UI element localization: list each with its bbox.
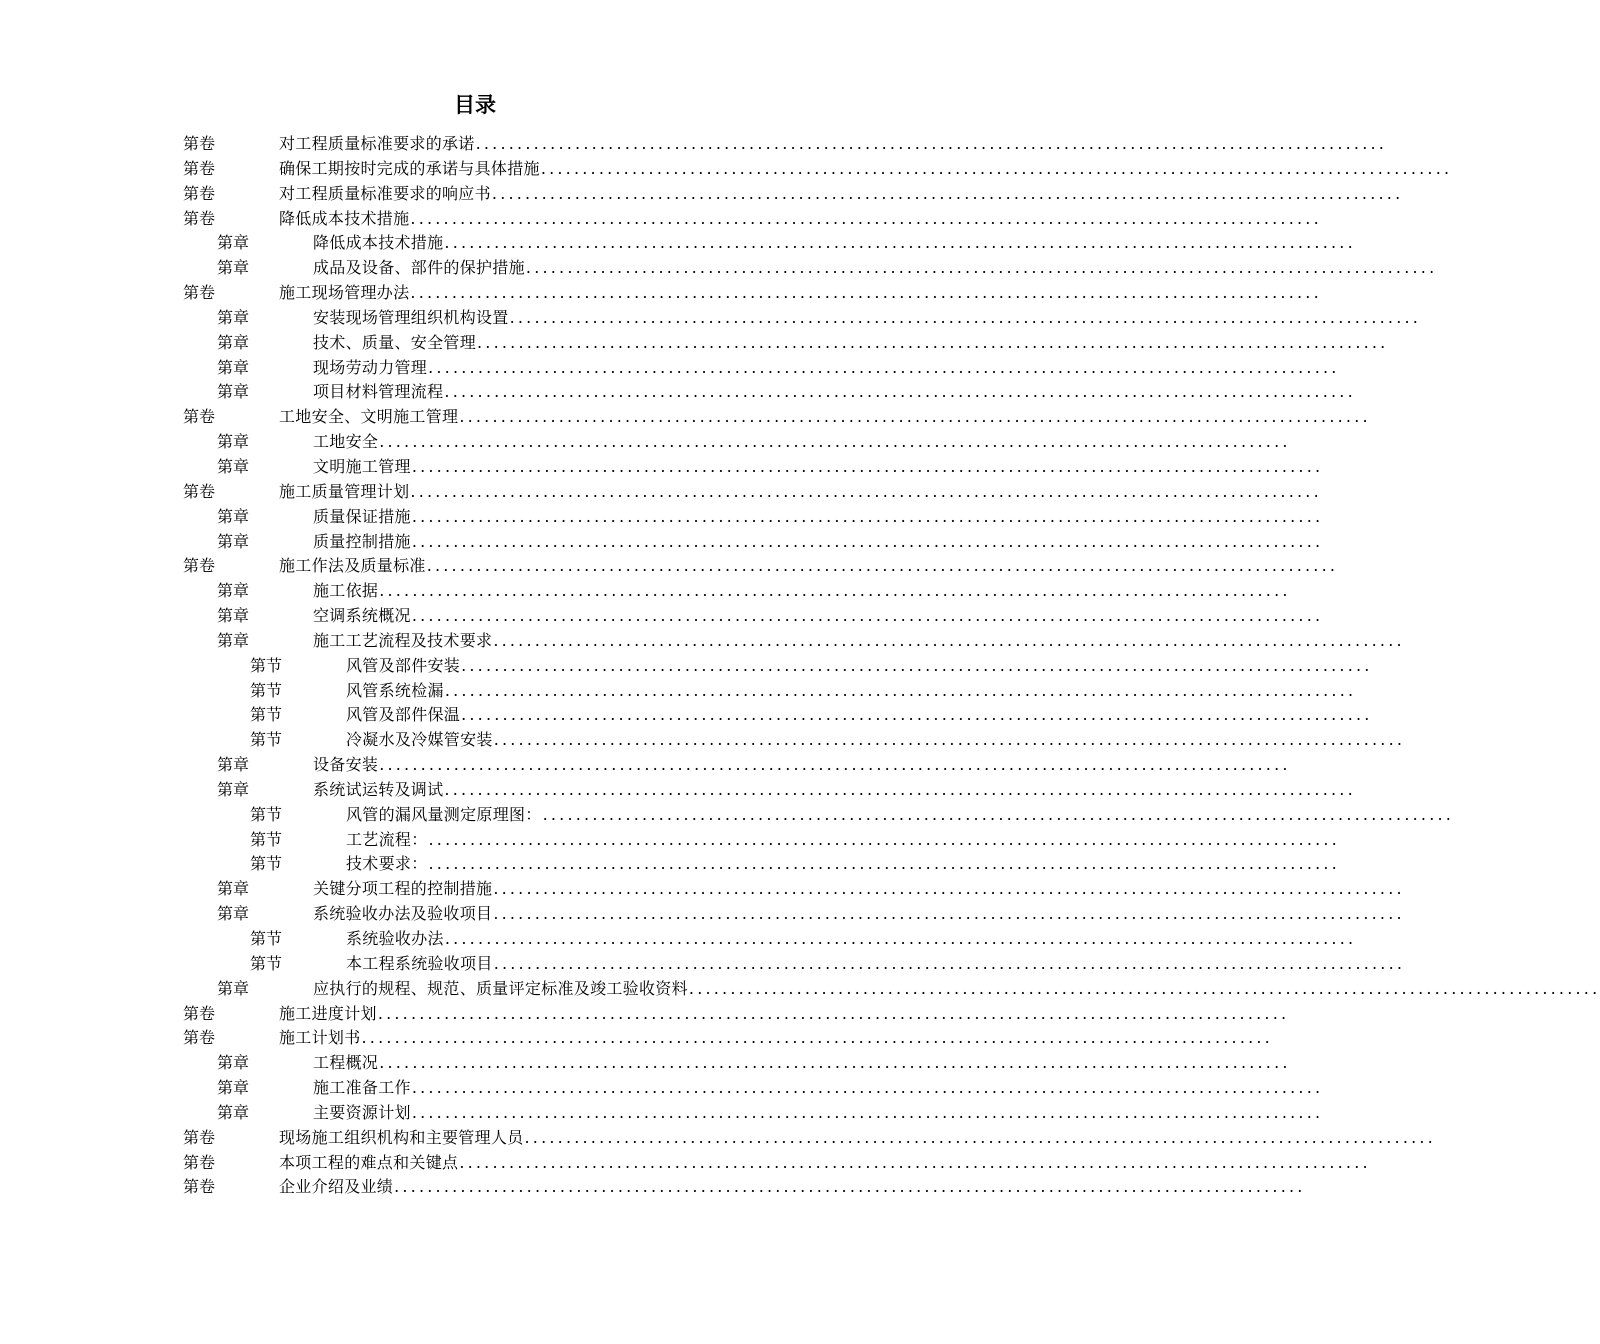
toc-entry-line xyxy=(313,1076,1324,1101)
toc-entry-title: 风管及部件保温 xyxy=(346,705,461,725)
toc-entry-ch[interactable] xyxy=(0,902,1405,927)
dot-leader: .............................................................................................................. xyxy=(688,978,1600,998)
toc-entry-label: 第节 xyxy=(250,730,283,750)
toc-entry-line xyxy=(313,902,1405,927)
toc-entry-label: 第卷 xyxy=(183,1003,216,1023)
toc-entry-line xyxy=(346,728,1406,753)
toc-entry-title: 对工程质量标准要求的承诺 xyxy=(279,134,475,153)
toc-entry-ch[interactable] xyxy=(0,1076,1324,1101)
toc-entry-title: 风管系统检漏 xyxy=(346,680,444,700)
toc-entry-line xyxy=(313,455,1324,480)
toc-entry-line xyxy=(346,703,1373,728)
toc-entry-label: 第章 xyxy=(217,357,250,377)
toc-entry-label: 第卷 xyxy=(183,1177,216,1197)
toc-entry-title: 工地安全、文明施工管理 xyxy=(279,407,459,427)
toc-entry-title: 质量控制措施 xyxy=(313,531,411,551)
toc-entry-title: 系统验收办法及验收项目 xyxy=(313,904,493,924)
dot-leader: .............................................................................................................. xyxy=(379,432,1291,452)
toc-entry-sec[interactable] xyxy=(0,952,1406,977)
toc-entry-line xyxy=(313,604,1324,629)
toc-entry-label: 第章 xyxy=(217,755,250,775)
dot-leader: .............................................................................................................. xyxy=(410,283,1322,303)
dot-leader: .............................................................................................................. xyxy=(491,183,1404,203)
toc-entry-title: 企业介绍及业绩 xyxy=(279,1177,394,1197)
toc-entry-line xyxy=(346,679,1357,704)
toc-entry-label: 第章 xyxy=(217,978,250,998)
toc-entry-line xyxy=(313,356,1340,381)
toc-entry-title: 技术要求： xyxy=(346,854,428,874)
dot-leader: .............................................................................................................. xyxy=(493,630,1405,650)
dot-leader: .............................................................................................................. xyxy=(444,382,1356,402)
dot-leader: .............................................................................................................. xyxy=(444,233,1356,253)
dot-leader: .............................................................................................................. xyxy=(459,1152,1371,1172)
toc-entry-label: 第卷 xyxy=(183,134,216,153)
dot-leader: .............................................................................................................. xyxy=(410,481,1322,501)
toc-entry-vol[interactable] xyxy=(0,1002,1290,1027)
toc-entry-ch[interactable] xyxy=(0,877,1405,902)
toc-entry-title: 施工作法及质量标准 xyxy=(279,556,426,576)
toc-entry-label: 第节 xyxy=(250,705,283,725)
dot-leader: .............................................................................................................. xyxy=(540,158,1453,178)
toc-entry-title: 质量保证措施 xyxy=(313,506,411,526)
toc-entry-label: 第卷 xyxy=(183,1028,216,1048)
toc-entry-line xyxy=(279,480,1322,505)
toc-entry-label: 第卷 xyxy=(183,556,216,576)
toc-entry-label: 第卷 xyxy=(183,481,216,501)
toc-entry-ch[interactable] xyxy=(0,306,1422,331)
dot-leader: .............................................................................................................. xyxy=(493,953,1406,973)
toc-entry-label: 第章 xyxy=(217,1078,250,1098)
dot-leader: .............................................................................................................. xyxy=(444,680,1357,700)
dot-leader: .............................................................................................................. xyxy=(379,1053,1291,1073)
toc-entry-sec[interactable] xyxy=(0,803,1455,828)
toc-entry-label: 第章 xyxy=(217,332,250,352)
toc-entry-label: 第章 xyxy=(217,432,250,452)
toc-entry-title: 施工进度计划 xyxy=(279,1003,377,1023)
toc-entry-sec[interactable] xyxy=(0,828,1340,853)
toc-entry-line xyxy=(313,877,1405,902)
toc-entry-label: 第节 xyxy=(250,929,283,948)
toc-entry-title: 现场劳动力管理 xyxy=(313,357,428,377)
toc-entry-title: 本工程系统验收项目 xyxy=(346,953,493,973)
toc-entry-title: 降低成本技术措施 xyxy=(313,233,444,253)
toc-entry-ch[interactable] xyxy=(0,579,1291,604)
toc-entry-line xyxy=(346,828,1340,853)
toc-entry-title: 施工工艺流程及技术要求 xyxy=(313,630,493,650)
toc-entry-label: 第章 xyxy=(217,879,250,899)
toc-entry-label: 第节 xyxy=(250,680,283,700)
toc-entry-vol[interactable] xyxy=(0,554,1339,579)
toc-entry-line xyxy=(279,405,1371,430)
dot-leader: .............................................................................................................. xyxy=(379,755,1291,775)
toc-entry-title: 施工现场管理办法 xyxy=(279,283,410,303)
toc-entry-ch[interactable] xyxy=(0,356,1340,381)
toc-entry-title: 工地安全 xyxy=(313,432,379,452)
toc-entry-line xyxy=(279,1002,1290,1027)
toc-entry-vol[interactable] xyxy=(0,132,1388,157)
toc-entry-vol[interactable] xyxy=(0,157,1453,182)
toc-entry-label: 第章 xyxy=(217,904,250,924)
dot-leader: .............................................................................................................. xyxy=(524,1127,1436,1147)
toc-entry-title: 对工程质量标准要求的响应书 xyxy=(279,183,491,203)
toc-entry-ch[interactable] xyxy=(0,629,1405,654)
toc-entry-ch[interactable] xyxy=(0,1051,1291,1076)
toc-entry-sec[interactable] xyxy=(0,679,1357,704)
toc-entry-label: 第章 xyxy=(217,307,250,327)
toc-entry-title: 系统试运转及调试 xyxy=(313,779,444,799)
toc-entry-label: 第章 xyxy=(217,779,250,799)
toc-entry-vol[interactable] xyxy=(0,480,1322,505)
toc-entry-title: 系统验收办法 xyxy=(346,929,444,948)
toc-entry-vol[interactable] xyxy=(0,281,1322,306)
toc-entry-sec[interactable] xyxy=(0,703,1373,728)
toc-entry-label: 第章 xyxy=(217,258,250,278)
toc-entry-line xyxy=(346,654,1373,679)
toc-entry-title: 工艺流程： xyxy=(346,829,428,849)
toc-entry-label: 第卷 xyxy=(183,1127,216,1147)
toc-entry-label: 第章 xyxy=(217,506,250,526)
toc-entry-line xyxy=(313,530,1324,555)
dot-leader: .............................................................................................................. xyxy=(542,804,1455,824)
page-title: 目录 xyxy=(454,93,496,117)
toc-entry-label: 第节 xyxy=(250,829,283,849)
toc-entry-label: 第章 xyxy=(217,606,250,626)
toc-entry-ch[interactable] xyxy=(0,331,1389,356)
toc-entry-label: 第章 xyxy=(217,382,250,402)
toc-entry-line xyxy=(346,927,1357,952)
toc-entry-title: 设备安装 xyxy=(313,755,379,775)
toc-entry-line xyxy=(279,1026,1273,1051)
toc-entry-title: 施工计划书 xyxy=(279,1028,361,1048)
dot-leader: .............................................................................................................. xyxy=(493,904,1405,924)
toc-entry-title: 冷凝水及冷媒管安装 xyxy=(346,730,493,750)
toc-entry-sec[interactable] xyxy=(0,728,1406,753)
dot-leader: .............................................................................................................. xyxy=(411,506,1324,526)
dot-leader: .............................................................................................................. xyxy=(426,556,1339,576)
toc-entry-label: 第卷 xyxy=(183,208,216,228)
toc-entry-title: 确保工期按时完成的承诺与具体措施 xyxy=(279,158,540,178)
toc-entry-ch[interactable] xyxy=(0,753,1291,778)
toc-entry-line xyxy=(313,505,1324,530)
toc-entry-line xyxy=(279,182,1404,207)
toc-entry-ch[interactable] xyxy=(0,505,1324,530)
toc-entry-title: 项目材料管理流程 xyxy=(313,382,444,402)
dot-leader: .............................................................................................................. xyxy=(444,929,1357,948)
toc-entry-ch[interactable] xyxy=(0,1101,1324,1126)
dot-leader: .............................................................................................................. xyxy=(428,854,1340,874)
toc-entry-line xyxy=(313,331,1389,356)
toc-entry-ch[interactable] xyxy=(0,380,1356,405)
toc-entry-vol[interactable] xyxy=(0,1126,1436,1151)
toc-entry-ch[interactable] xyxy=(0,977,1600,1002)
dot-leader: .............................................................................................................. xyxy=(428,829,1340,849)
toc-entry-line xyxy=(346,803,1455,828)
toc-entry-title: 现场施工组织机构和主要管理人员 xyxy=(279,1127,524,1147)
toc-entry-ch[interactable] xyxy=(0,256,1438,281)
toc-entry-title: 空调系统概况 xyxy=(313,606,411,626)
toc-entry-title: 风管及部件安装 xyxy=(346,655,461,675)
toc-entry-line xyxy=(279,157,1453,182)
toc-entry-vol[interactable] xyxy=(0,207,1322,232)
toc-entry-line xyxy=(313,380,1356,405)
toc-entry-line xyxy=(313,1101,1324,1126)
toc-entry-title: 风管的漏风量测定原理图： xyxy=(346,804,542,824)
toc-entry-label: 第章 xyxy=(217,531,250,551)
dot-leader: .............................................................................................................. xyxy=(411,531,1324,551)
toc-entry-label: 第章 xyxy=(217,1053,250,1073)
toc-entry-sec[interactable] xyxy=(0,927,1357,952)
toc-entry-line xyxy=(313,778,1356,803)
toc-entry-label: 第章 xyxy=(217,456,250,476)
toc-entry-ch[interactable] xyxy=(0,530,1324,555)
toc-entry-line xyxy=(313,231,1356,256)
toc-entry-line xyxy=(346,852,1340,877)
toc-entry-title: 施工质量管理计划 xyxy=(279,481,410,501)
toc-entry-label: 第卷 xyxy=(183,283,216,303)
toc-entry-vol[interactable] xyxy=(0,1175,1306,1200)
toc-entry-title: 降低成本技术措施 xyxy=(279,208,410,228)
toc-entry-label: 第节 xyxy=(250,804,283,824)
dot-leader: .............................................................................................................. xyxy=(477,332,1389,352)
toc-entry-label: 第卷 xyxy=(183,407,216,427)
dot-leader: .............................................................................................................. xyxy=(394,1177,1306,1197)
toc-entry-line xyxy=(279,554,1339,579)
dot-leader: .............................................................................................................. xyxy=(411,606,1324,626)
dot-leader: .............................................................................................................. xyxy=(525,258,1438,278)
toc-entry-line xyxy=(279,1175,1306,1200)
toc-entry-line xyxy=(313,1051,1291,1076)
dot-leader: .............................................................................................................. xyxy=(509,307,1422,327)
toc-entry-title: 文明施工管理 xyxy=(313,456,411,476)
toc-entry-line xyxy=(346,952,1406,977)
dot-leader: .............................................................................................................. xyxy=(411,456,1324,476)
dot-leader: .............................................................................................................. xyxy=(493,879,1405,899)
toc-entry-line xyxy=(313,256,1438,281)
toc-entry-line xyxy=(313,977,1600,1002)
toc-entry-line xyxy=(279,1151,1371,1176)
toc-entry-vol[interactable] xyxy=(0,182,1404,207)
dot-leader: .............................................................................................................. xyxy=(475,134,1388,153)
toc-entry-title: 技术、质量、安全管理 xyxy=(313,332,477,352)
toc-entry-title: 关键分项工程的控制措施 xyxy=(313,879,493,899)
toc-entry-title: 工程概况 xyxy=(313,1053,379,1073)
toc-entry-title: 本项工程的难点和关键点 xyxy=(279,1152,459,1172)
toc-entry-line xyxy=(313,306,1422,331)
toc-entry-line xyxy=(279,207,1322,232)
toc-entry-ch[interactable] xyxy=(0,455,1324,480)
toc-entry-label: 第章 xyxy=(217,1102,250,1122)
toc-entry-label: 第卷 xyxy=(183,1152,216,1172)
toc-entry-title: 主要资源计划 xyxy=(313,1102,411,1122)
toc-entry-label: 第节 xyxy=(250,854,283,874)
toc-entry-title: 施工准备工作 xyxy=(313,1078,411,1098)
toc-entry-label: 第卷 xyxy=(183,158,216,178)
toc-entry-vol[interactable] xyxy=(0,1026,1273,1051)
dot-leader: .............................................................................................................. xyxy=(411,1102,1324,1122)
toc-entry-line xyxy=(279,281,1322,306)
toc-entry-ch[interactable] xyxy=(0,778,1356,803)
dot-leader: .............................................................................................................. xyxy=(410,208,1322,228)
toc-entry-label: 第章 xyxy=(217,581,250,601)
dot-leader: .............................................................................................................. xyxy=(377,1003,1290,1023)
toc-entry-line xyxy=(279,132,1388,157)
toc-entry-line xyxy=(313,579,1291,604)
toc-entry-ch[interactable] xyxy=(0,604,1324,629)
toc-entry-title: 应执行的规程、规范、质量评定标准及竣工验收资料 xyxy=(313,978,688,998)
toc-entry-title: 安装现场管理组织机构设置 xyxy=(313,307,509,327)
dot-leader: .............................................................................................................. xyxy=(459,407,1371,427)
toc-entry-label: 第章 xyxy=(217,233,250,253)
toc-entry-line xyxy=(279,1126,1436,1151)
toc-entry-ch[interactable] xyxy=(0,231,1356,256)
dot-leader: .............................................................................................................. xyxy=(461,705,1373,725)
dot-leader: .............................................................................................................. xyxy=(428,357,1340,377)
toc-entry-title: 成品及设备、部件的保护措施 xyxy=(313,258,525,278)
table-of-contents xyxy=(0,132,1600,1200)
toc-entry-label: 第节 xyxy=(250,655,283,675)
toc-entry-line xyxy=(313,753,1291,778)
toc-entry-sec[interactable] xyxy=(0,654,1373,679)
toc-entry-label: 第章 xyxy=(217,630,250,650)
toc-entry-line xyxy=(313,629,1405,654)
dot-leader: .............................................................................................................. xyxy=(444,779,1356,799)
toc-entry-vol[interactable] xyxy=(0,1151,1371,1176)
toc-entry-label: 第卷 xyxy=(183,183,216,203)
dot-leader: .............................................................................................................. xyxy=(461,655,1373,675)
toc-entry-vol[interactable] xyxy=(0,405,1371,430)
toc-entry-ch[interactable] xyxy=(0,430,1291,455)
toc-entry-line xyxy=(313,430,1291,455)
dot-leader: .............................................................................................................. xyxy=(379,581,1291,601)
dot-leader: .............................................................................................................. xyxy=(411,1078,1324,1098)
dot-leader: .............................................................................................................. xyxy=(493,730,1406,750)
toc-entry-title: 施工依据 xyxy=(313,581,379,601)
toc-entry-sec[interactable] xyxy=(0,852,1340,877)
toc-entry-label: 第节 xyxy=(250,953,283,973)
dot-leader: .............................................................................................................. xyxy=(361,1028,1273,1048)
